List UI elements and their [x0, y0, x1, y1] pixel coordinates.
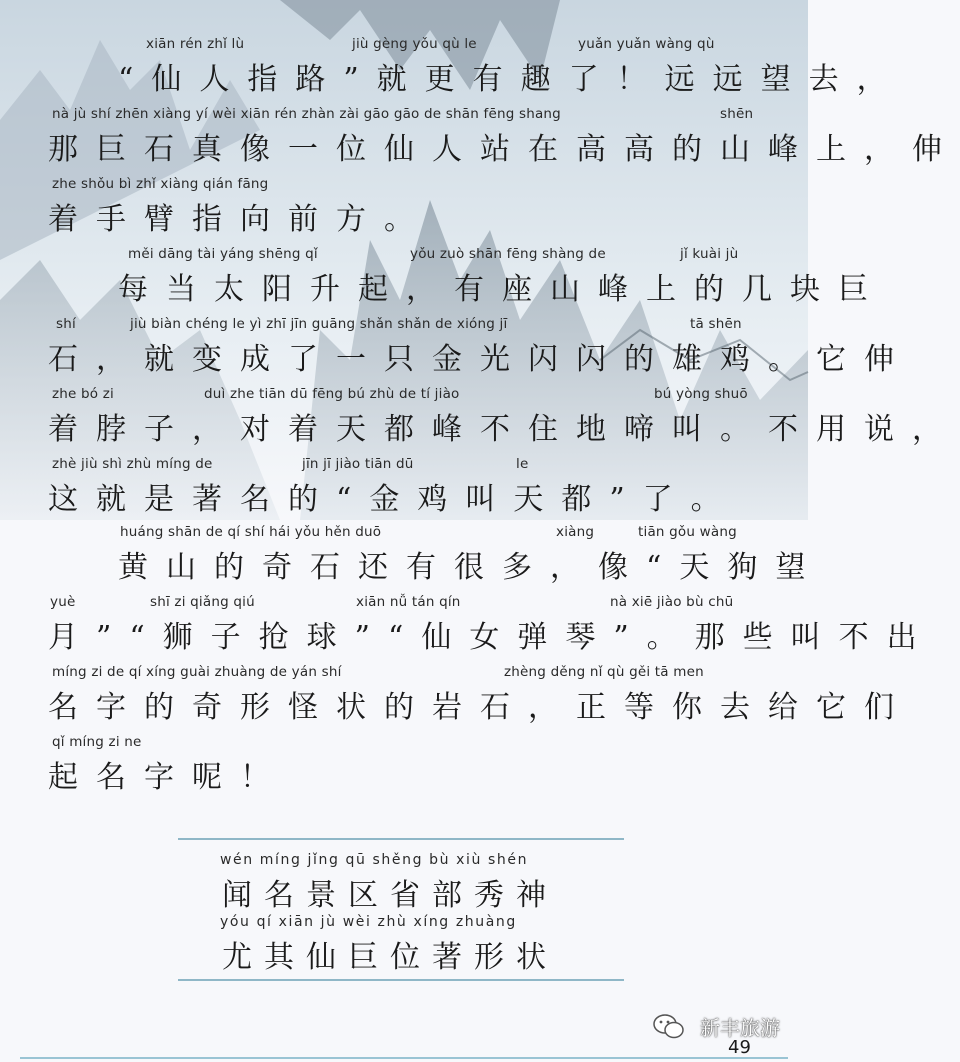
wechat-icon — [652, 1012, 686, 1042]
pinyin: nà xiē jiào bù chū — [610, 594, 734, 610]
pinyin: yǒu zuò shān fēng shàng de — [410, 246, 606, 262]
hanzi-line: 名字的奇形怪状的岩石，正等你去给它们 — [48, 690, 912, 725]
passage-line-3 — [0, 176, 808, 246]
pinyin: qǐ míng zi ne — [52, 734, 142, 750]
pinyin: měi dāng tài yáng shēng qǐ — [128, 246, 318, 262]
pinyin: yuǎn yuǎn wàng qù — [578, 36, 715, 52]
top-rule — [178, 838, 624, 840]
vocab-row-2 — [178, 914, 624, 976]
hanzi-line: 黄山的奇石还有很多，像“天狗望 — [118, 550, 824, 585]
pinyin: zhe bó zi — [52, 386, 114, 402]
hanzi-line: 每当太阳升起，有座山峰上的几块巨 — [118, 272, 886, 307]
vocab-hanzi: 闻名景区省部秀神 — [222, 878, 558, 913]
new-words-box — [178, 838, 624, 983]
pinyin: huáng shān de qí shí hái yǒu hěn duō — [120, 524, 382, 540]
vocab-row-1 — [178, 852, 624, 914]
pinyin: shī zi qiǎng qiú — [150, 594, 255, 610]
vocab-pinyin: yóu qí xiān jù wèi zhù xíng zhuàng — [220, 914, 517, 930]
passage-line-7 — [0, 456, 808, 526]
pinyin: jīn jī jiào tiān dū — [302, 456, 414, 472]
hanzi-line: 月”“狮子抢球”“仙女弹琴”。那些叫不出 — [48, 620, 935, 655]
pinyin: zhe shǒu bì zhǐ xiàng qián fāng — [52, 176, 269, 192]
hanzi-line: 着手臂指向前方。 — [48, 202, 432, 237]
hanzi-line: 这就是著名的“金鸡叫天都”了。 — [48, 482, 739, 517]
vocab-pinyin: wén míng jǐng qū shěng bù xiù shén — [220, 852, 529, 868]
passage-line-11 — [0, 734, 808, 804]
passage-line-9 — [0, 594, 935, 664]
hanzi-line: 起名字呢！ — [48, 760, 288, 795]
footer-rule — [20, 1057, 788, 1059]
bottom-rule — [178, 979, 624, 981]
hanzi-line: 那巨石真像一位仙人站在高高的山峰上，伸 — [48, 132, 960, 167]
pinyin: jǐ kuài jù — [680, 246, 739, 262]
passage-line-5 — [0, 316, 912, 386]
pinyin: yuè — [50, 594, 76, 610]
pinyin: tiān gǒu wàng — [638, 524, 737, 540]
passage-line-4 — [0, 246, 886, 316]
vocab-hanzi: 尤其仙巨位著形状 — [222, 940, 558, 975]
pinyin: le — [516, 456, 529, 472]
hanzi-line: “仙人指路”就更有趣了！远远望去， — [118, 62, 905, 97]
hanzi-line: 着脖子，对着天都峰不住地啼叫。不用说， — [48, 412, 960, 447]
pinyin: xiān rén zhǐ lù — [146, 36, 245, 52]
passage-line-6 — [0, 386, 960, 456]
passage-line-8 — [0, 524, 824, 594]
pinyin: shēn — [720, 106, 754, 122]
pinyin: xiàng — [556, 524, 595, 540]
pinyin: tā shēn — [690, 316, 742, 332]
brand-watermark: 新丰旅游 — [700, 1016, 780, 1040]
pinyin: nà jù shí zhēn xiàng yí wèi xiān rén zhàn zài gāo gāo de shān fēng shang — [52, 106, 561, 122]
page-number: 49 — [728, 1037, 751, 1058]
passage-line-2 — [0, 106, 960, 176]
pinyin: zhè jiù shì zhù míng de — [52, 456, 213, 472]
pinyin: jiù biàn chéng le yì zhī jīn guāng shǎn shǎn de xióng jī — [130, 316, 508, 332]
pinyin: bú yòng shuō — [654, 386, 748, 402]
pinyin: xiān nǚ tán qín — [356, 594, 461, 610]
pinyin: míng zi de qí xíng guài zhuàng de yán shí — [52, 664, 342, 680]
passage-line-1 — [0, 36, 905, 106]
pinyin: duì zhe tiān dū fēng bú zhù de tí jiào — [204, 386, 460, 402]
pinyin: jiù gèng yǒu qù le — [352, 36, 477, 52]
page-footer — [0, 1000, 808, 1062]
passage-line-10 — [0, 664, 912, 734]
pinyin: shí — [56, 316, 76, 332]
pinyin: zhèng děng nǐ qù gěi tā men — [504, 664, 704, 680]
hanzi-line: 石，就变成了一只金光闪闪的雄鸡。它伸 — [48, 342, 912, 377]
